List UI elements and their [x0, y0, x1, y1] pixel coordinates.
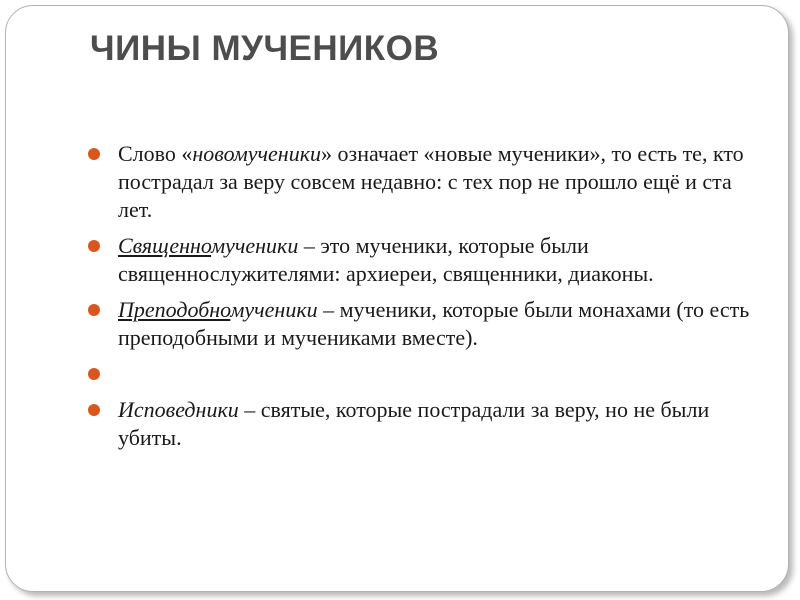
list-item-ispovedniki	[88, 396, 768, 452]
list-item-novomucheniki	[88, 140, 768, 224]
slide-title: ЧИНЫ МУЧЕНИКОВ	[90, 29, 440, 68]
item-text-post: – это мученики, которые были священнослужителями: архиереи, священники, диаконы.	[118, 233, 654, 286]
term-prepodobno-suffix: мученики	[230, 297, 318, 322]
item-text-post: – мученики, которые были монахами (то есть преподобными и мучениками вместе).	[118, 297, 750, 350]
bullet-dot-icon	[88, 368, 100, 380]
term-ispovedniki: Исповедники	[118, 397, 239, 422]
item-text-pre: Слово «	[118, 141, 193, 166]
bullet-dot-icon	[88, 148, 100, 160]
bullet-list	[88, 140, 768, 460]
item-text-post: – святые, которые пострадали за веру, но не были убиты.	[118, 397, 710, 450]
term-novomucheniki: новомученики	[192, 141, 321, 166]
list-item-empty	[88, 360, 768, 388]
term-svyashchenno-prefix: Священно	[118, 233, 212, 258]
slide-frame	[5, 5, 789, 592]
list-item-prepodobnomucheniki	[88, 296, 768, 352]
bullet-dot-icon	[88, 404, 100, 416]
term-svyashchenno-suffix: мученики	[211, 233, 299, 258]
list-item-svyashchennomucheniki	[88, 232, 768, 288]
bullet-dot-icon	[88, 240, 100, 252]
item-text-post: » означает «новые мученики», то есть те, кто пострадал за веру совсем недавно: с тех пор не прошло ещё и ста лет.	[118, 141, 744, 222]
term-prepodobno-prefix: Преподобно	[118, 297, 231, 322]
bullet-dot-icon	[88, 304, 100, 316]
